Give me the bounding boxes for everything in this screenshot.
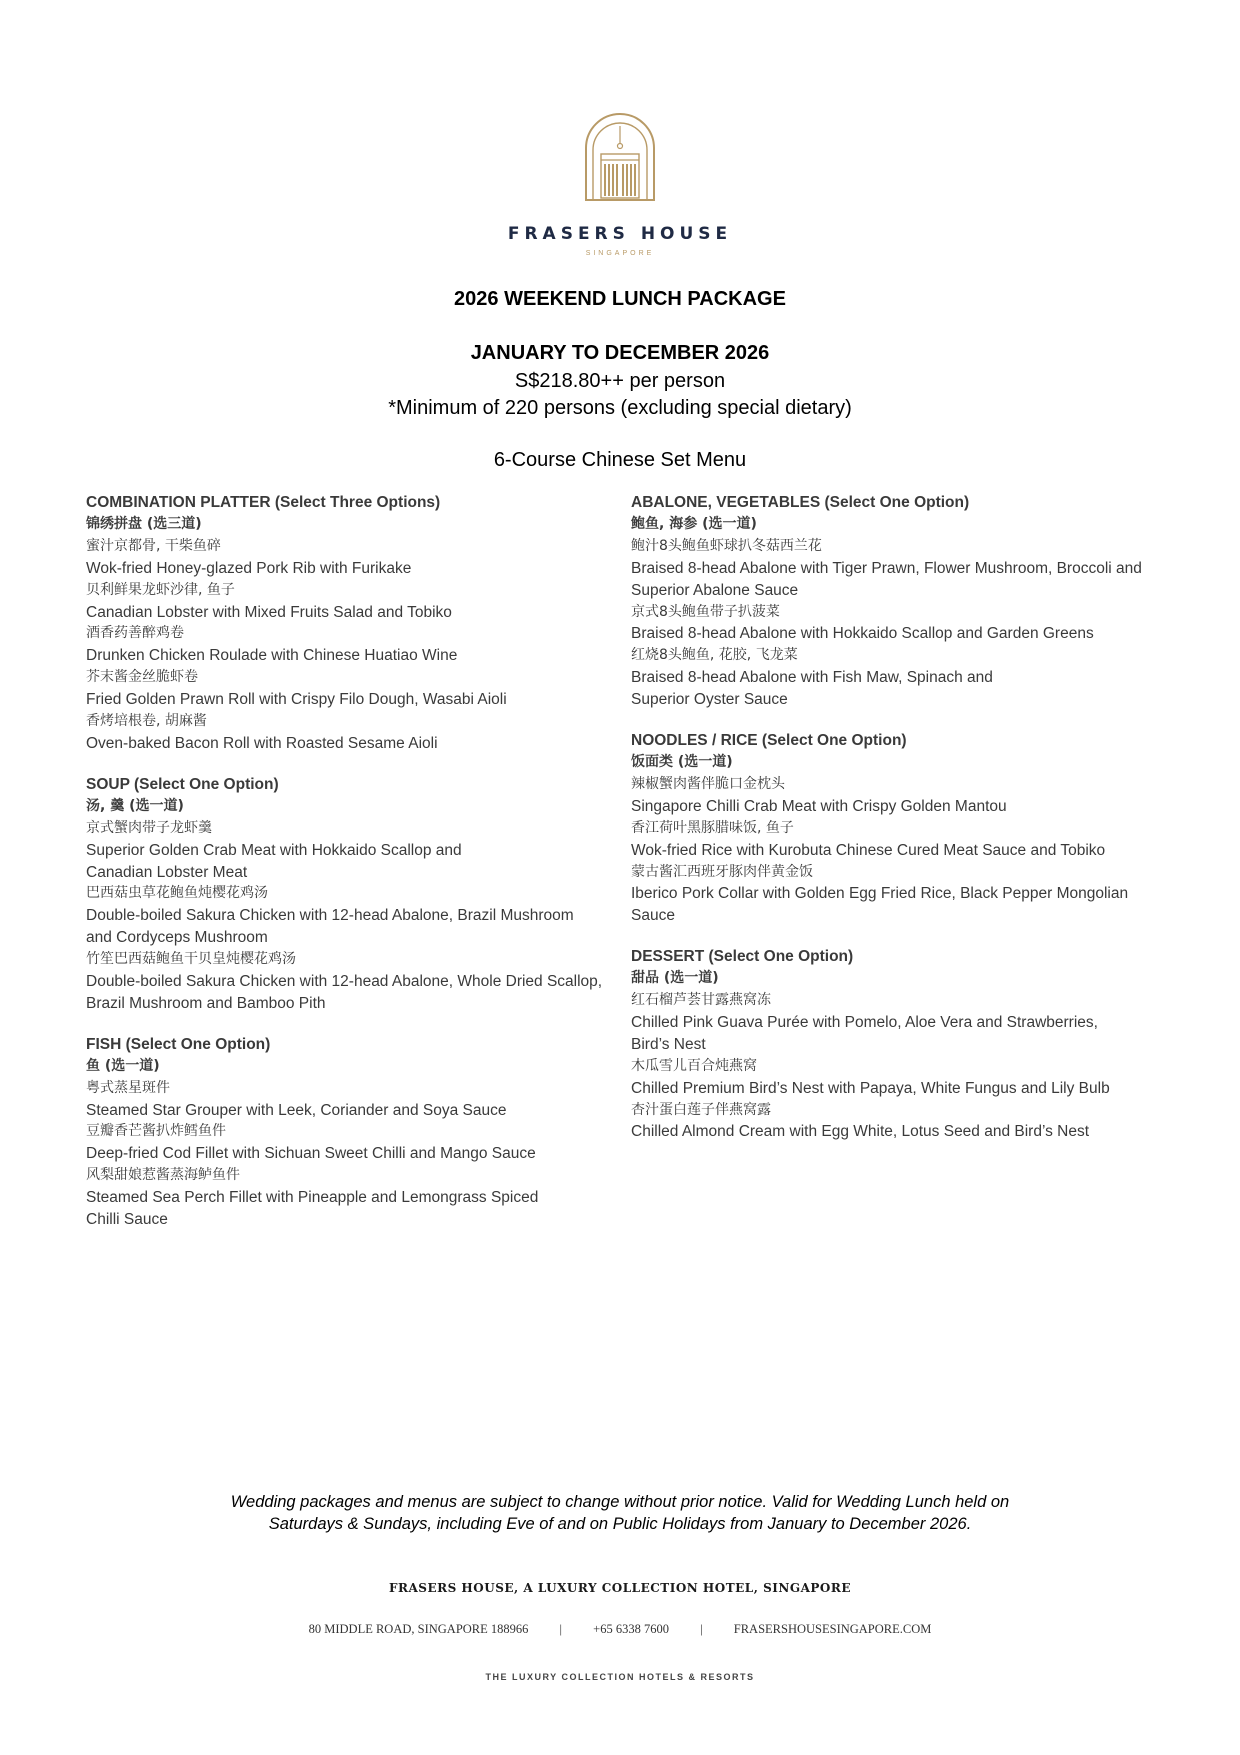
- footer-separator: |: [700, 1622, 703, 1636]
- dish-name-english: Wok-fried Honey-glazed Pork Rib with Furikake: [86, 559, 412, 577]
- logo: [0, 112, 1240, 202]
- dish-name-chinese: 蜜汁京都骨, 干柴鱼碎: [86, 537, 221, 554]
- dish-name-english: Singapore Chilli Crab Meat with Crispy Golden Mantou: [631, 797, 1007, 815]
- arched-window-logo-icon: [582, 112, 658, 202]
- menu-left-column: [86, 492, 626, 1250]
- dish-name-english: Steamed Star Grouper with Leek, Coriander and Soya Sauce: [86, 1101, 507, 1119]
- dish-name-english: Deep-fried Cod Fillet with Sichuan Sweet Chilli and Mango Sauce: [86, 1145, 536, 1163]
- dish-name-chinese: 芥末酱金丝脆虾卷: [86, 669, 198, 686]
- section-title-chinese: 甜品 (选一道): [631, 970, 719, 987]
- package-dates: JANUARY TO DECEMBER 2026: [470, 342, 770, 364]
- footer-separator: |: [559, 1622, 563, 1636]
- section-title: DESSERT (Select One Option): [631, 948, 854, 966]
- disclaimer-line-1: Wedding packages and menus are subject to change without prior notice. Valid for Wedding Lunch held on: [230, 1493, 1010, 1511]
- menu-right-column: [631, 492, 1161, 1162]
- dish-name-chinese: 红石榴芦荟甘露燕窝冻: [631, 992, 771, 1009]
- brand-name: FRASERS HOUSE: [507, 224, 733, 244]
- section-title-chinese: 鲍鱼, 海参 (选一道): [631, 515, 757, 532]
- footer-collection: THE LUXURY COLLECTION HOTELS & RESORTS: [485, 1672, 755, 1682]
- package-minimum: *Minimum of 220 persons (excluding special dietary): [388, 397, 852, 419]
- menu-section: [86, 492, 626, 755]
- dish-name-english: Chilled Premium Bird’s Nest with Papaya, White Fungus and Lily Bulb: [631, 1079, 1110, 1097]
- footer-address: 80 MIDDLE ROAD, SINGAPORE 188966: [308, 1622, 529, 1636]
- dish-name-chinese: 木瓜雪儿百合炖燕窝: [631, 1057, 757, 1074]
- package-title: 2026 WEEKEND LUNCH PACKAGE: [454, 288, 786, 310]
- footer-contact: [0, 1622, 1240, 1637]
- dish-name-english: Braised 8-head Abalone with Fish Maw, Spinach and Superior Oyster Sauce: [631, 669, 993, 709]
- menu-section: [631, 492, 1161, 711]
- section-title: SOUP (Select One Option): [86, 775, 279, 793]
- disclaimer: [0, 1491, 1240, 1535]
- dish-name-chinese: 杏汁蛋白莲子伴燕窝露: [631, 1101, 771, 1118]
- footer-website[interactable]: FRASERSHOUSESINGAPORE.COM: [733, 1622, 932, 1636]
- dish-name-english: Superior Golden Crab Meat with Hokkaido Scallop and Canadian Lobster Meat: [86, 841, 462, 881]
- dish-name-chinese: 鲍汁8头鲍鱼虾球扒冬菇西兰花: [631, 537, 822, 554]
- dish-name-chinese: 辣椒蟹肉酱伴脆口金枕头: [631, 775, 785, 792]
- dish-name-english: Braised 8-head Abalone with Tiger Prawn, Flower Mushroom, Broccoli and Superior Abalone Sauce: [631, 559, 1142, 599]
- section-title-chinese: 饭面类 (选一道): [631, 753, 733, 770]
- dish-name-english: Fried Golden Prawn Roll with Crispy Filo Dough, Wasabi Aioli: [86, 691, 507, 709]
- dish-name-english: Oven-baked Bacon Roll with Roasted Sesame Aioli: [86, 734, 438, 752]
- section-title-chinese: 鱼 (选一道): [86, 1057, 160, 1074]
- dish-name-chinese: 京式蟹肉带子龙虾羹: [86, 819, 212, 836]
- footer-hotel-name: FRASERS HOUSE, A LUXURY COLLECTION HOTEL, SINGAPORE: [389, 1581, 851, 1595]
- dish-name-english: Drunken Chicken Roulade with Chinese Huatiao Wine: [86, 647, 458, 665]
- section-title-chinese: 汤, 羹 (选一道): [86, 797, 184, 814]
- dish-name-chinese: 粤式蒸星斑件: [86, 1079, 170, 1096]
- brand-location: SINGAPORE: [585, 250, 655, 257]
- dish-name-english: Wok-fried Rice with Kurobuta Chinese Cured Meat Sauce and Tobiko: [631, 841, 1106, 859]
- dish-name-chinese: 巴西菇虫草花鲍鱼炖樱花鸡汤: [86, 885, 268, 902]
- dish-name-english: Double-boiled Sakura Chicken with 12-head Abalone, Brazil Mushroom and Cordyceps Mushroom: [86, 907, 574, 947]
- dish-name-chinese: 京式8头鲍鱼带子扒菠菜: [631, 603, 780, 620]
- menu-name: 6-Course Chinese Set Menu: [493, 449, 747, 471]
- package-price: S$218.80++ per person: [514, 370, 726, 392]
- dish-name-english: Double-boiled Sakura Chicken with 12-head Abalone, Whole Dried Scallop, Brazil Mushroom and Bamboo Pith: [86, 973, 603, 1012]
- dish-name-english: Chilled Almond Cream with Egg White, Lotus Seed and Bird’s Nest: [631, 1123, 1090, 1141]
- dish-name-chinese: 香烤培根卷, 胡麻酱: [86, 713, 207, 730]
- dish-name-chinese: 香江荷叶黑豚腊味饭, 鱼子: [631, 819, 794, 836]
- section-title: NOODLES / RICE (Select One Option): [631, 732, 907, 750]
- section-title-chinese: 锦绣拼盘 (选三道): [86, 515, 202, 532]
- section-title: ABALONE, VEGETABLES (Select One Option): [631, 494, 970, 511]
- dish-name-chinese: 豆瓣香芒酱扒炸鳕鱼件: [86, 1123, 226, 1140]
- disclaimer-line-2: Saturdays & Sundays, including Eve of and on Public Holidays from January to December 2026.: [268, 1515, 972, 1533]
- dish-name-chinese: 竹笙巴西菇鲍鱼干贝皇炖樱花鸡汤: [86, 951, 296, 968]
- dish-name-english: Canadian Lobster with Mixed Fruits Salad and Tobiko: [86, 603, 452, 621]
- dish-name-english: Iberico Pork Collar with Golden Egg Fried Rice, Black Pepper Mongolian Sauce: [631, 885, 1129, 925]
- dish-name-english: Steamed Sea Perch Fillet with Pineapple and Lemongrass Spiced Chilli Sauce: [86, 1189, 539, 1229]
- dish-name-english: Braised 8-head Abalone with Hokkaido Scallop and Garden Greens: [631, 625, 1094, 643]
- dish-name-chinese: 贝利鲜果龙虾沙律, 鱼子: [86, 581, 235, 598]
- section-title: FISH (Select One Option): [86, 1035, 271, 1053]
- menu-section: [86, 1034, 626, 1231]
- section-title: COMBINATION PLATTER (Select Three Options): [86, 494, 441, 511]
- dish-name-chinese: 红烧8头鲍鱼, 花胶, 飞龙菜: [631, 647, 798, 664]
- menu-section: [631, 946, 1161, 1143]
- dish-name-chinese: 酒香药善醉鸡卷: [86, 625, 184, 642]
- dish-name-chinese: 风梨甜娘惹酱蒸海鲈鱼件: [86, 1167, 240, 1184]
- menu-section: [631, 730, 1161, 927]
- menu-section: [86, 774, 626, 1015]
- dish-name-english: Chilled Pink Guava Purée with Pomelo, Aloe Vera and Strawberries, Bird’s Nest: [631, 1013, 1098, 1053]
- footer-phone[interactable]: +65 6338 7600: [593, 1622, 669, 1636]
- dish-name-chinese: 蒙古酱汇西班牙豚肉伴黄金饭: [631, 863, 813, 880]
